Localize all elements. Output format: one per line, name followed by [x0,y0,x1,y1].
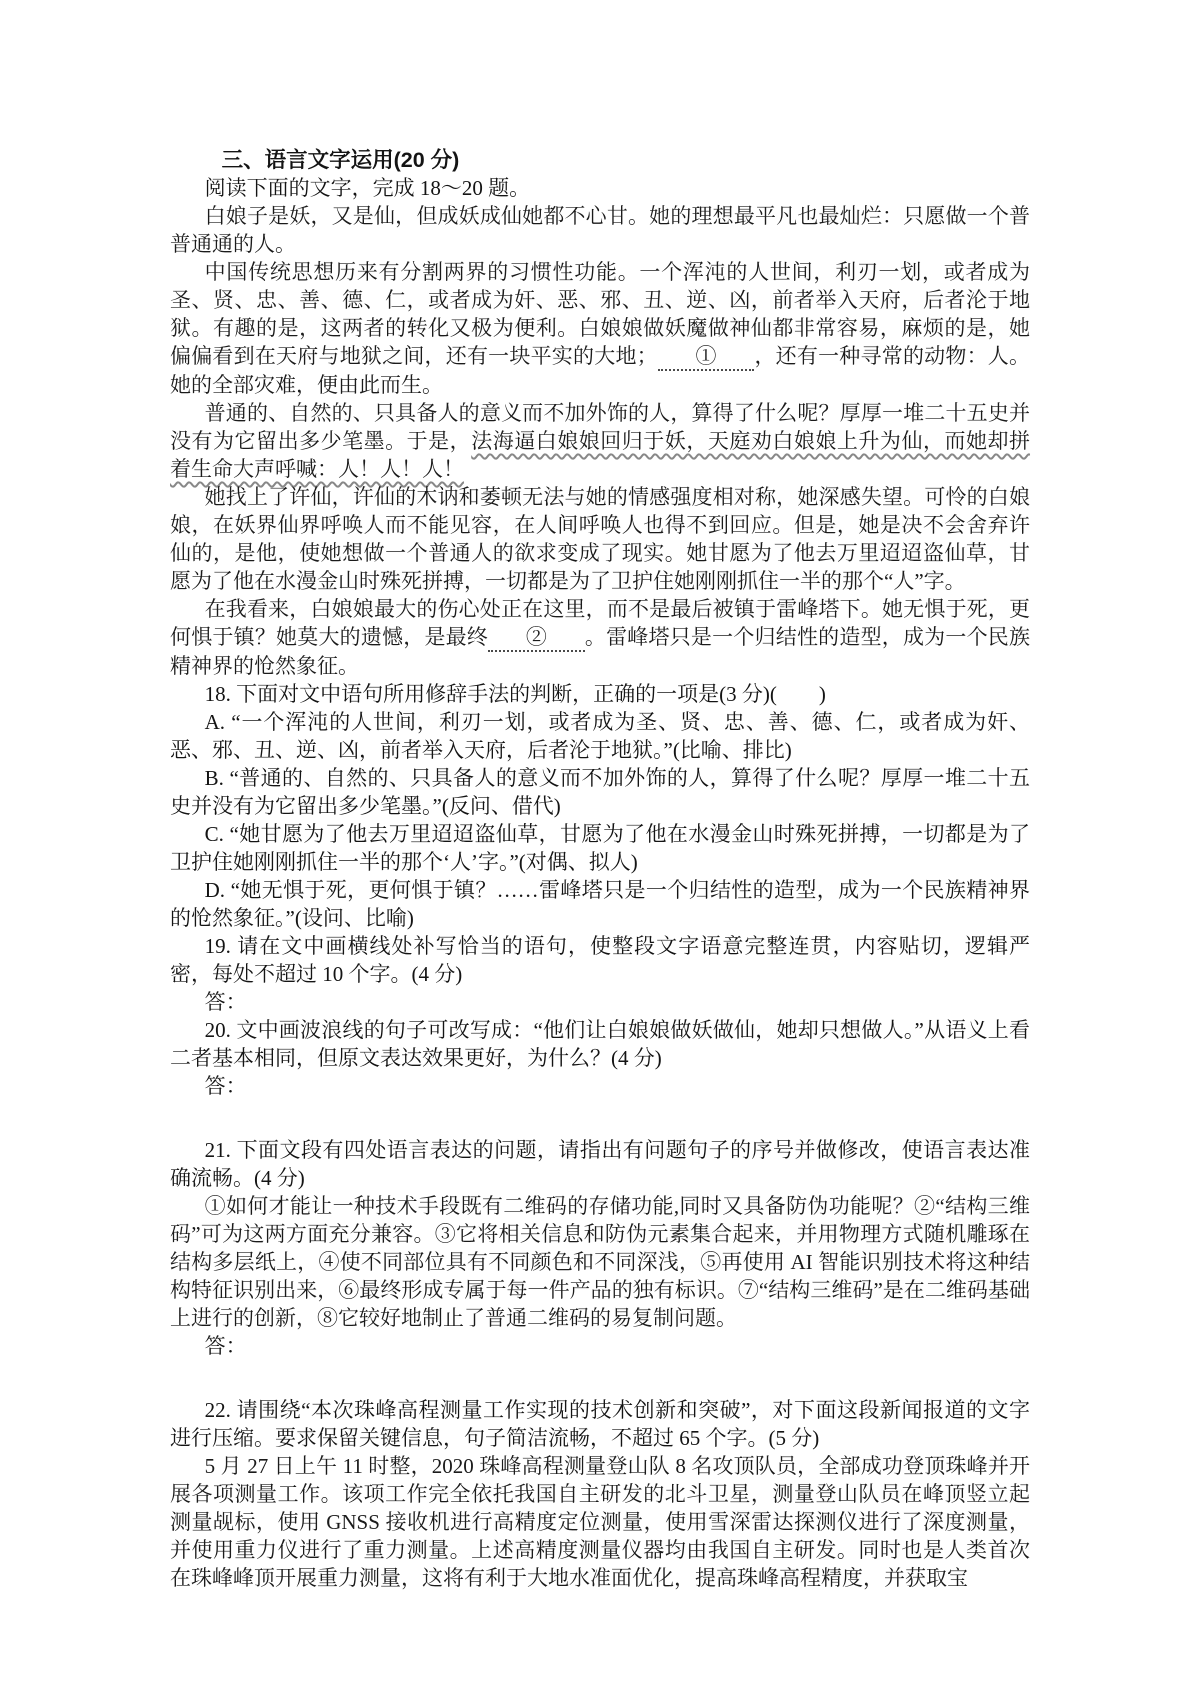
passage-text: 。雷峰塔只是一个归结性的造型，成为一个民族精神界的怆然象征。 [170,625,1031,679]
passage-paragraph-4 [170,483,1030,595]
question-21 [170,1136,1030,1360]
section-heading: 三、语言文字运用(20 分) [221,148,460,172]
passage-text: 白娘子是妖，又是仙，但成妖成仙她都不心甘。她的理想最平凡也最灿烂：只愿做一个普普通通的人。 [170,204,1030,256]
passage-paragraph-1 [170,202,1030,258]
question-22 [170,1396,1030,1592]
passage-paragraph-3 [170,399,1030,483]
reading-instruction: 阅读下面的文字，完成 18～20 题。 [204,176,531,200]
reading-passage [170,202,1030,680]
passage-text: ，还有一种寻常的动物：人。她的全部灾难，便由此而生。 [170,344,1030,398]
question-21-answer-label: 答： [204,1334,247,1359]
question-20 [170,1016,1030,1100]
question-19 [170,932,1030,1016]
passage-text: 普通的、自然的、只具备人的意义而不加外饰的人，算得了什么呢？厚厚一堆二十五史并没有为它留出多少笔墨。于是， [170,401,1030,454]
passage-paragraph-5 [170,595,1030,680]
question-18-stem: 18. 下面对文中语句所用修辞手法的判断，正确的一项是(3 分)( ) [204,682,826,707]
question-19-stem: 19. 请在文中画横线处补写恰当的语句，使整段文字语意完整连贯，内容贴切，逻辑严密，每处不超过 10 个字。(4 分) [170,934,1030,987]
question-20-stem: 20. 文中画波浪线的句子可改写成：“他们让白娘娘做妖做仙，她却只想做人。”从语义上看二者基本相同，但原文表达效果更好，为什么？(4 分) [170,1018,1030,1071]
wavy-underlined-sentence: 法海逼白娘娘回归于妖，天庭劝白娘娘上升为仙，而她却拼着生命大声呼喊：人！人！人！ [170,429,1031,482]
question-21-stem: 21. 下面文段有四处语言表达的问题，请指出有问题句子的序号并做修改，使语言表达准确流畅。(4 分) [170,1138,1030,1191]
question-19-answer-label: 答： [204,990,247,1015]
passage-text: 在我看来，白娘娘最大的伤心处正在这里，而不是最后被镇于雷峰塔下。她无惧于死，更何惧于镇？她莫大的遗憾，是最终 [170,597,1030,650]
question-18-option-d: D. “她无惧于死，更何惧于镇？……雷峰塔只是一个归结性的造型，成为一个民族精神界的怆然象征。”(设问、比喻) [170,878,1030,931]
question-20-answer-label: 答： [204,1074,247,1099]
question-18-option-b: B. “普通的、自然的、只具备人的意义而不加外饰的人，算得了什么呢？厚厚一堆二十五史并没有为它留出多少笔墨。”(反问、借代) [170,766,1030,819]
question-22-passage: 5 月 27 日上午 11 时整，2020 珠峰高程测量登山队 8 名攻顶队员，全部成功登顶珠峰并开展各项测量工作。该项工作完全依托我国自主研发的北斗卫星，测量登山队员在峰顶竖立起测量觇标，使用 GNSS 接收机进行高精度定位测量，使用雪深雷达探测仪进行了深度测量，并使用重力仪进行了重力测量。上述高精度测量仪器均由我国自主研发。同时也是人类首次在珠峰峰顶开展重力测量，这将有利于大地水准面优化，提高珠峰高程精度，并获取宝 [170,1454,1030,1591]
passage-paragraph-2 [170,258,1030,399]
passage-text: 中国传统思想历来有分割两界的习惯性功能。一个浑沌的人世间，利刃一划，或者成为圣、贤、忠、善、德、仁，或者成为奸、恶、邪、丑、逆、凶，前者举入天府，后者沦于地狱。有趣的是，这两者的转化又极为便利。白娘娘做妖魔做神仙都非常容易，麻烦的是，她偏偏看到在天府与地狱之间，还有一块平实的大地； [170,260,1030,368]
question-18 [170,680,1030,932]
passage-text: 她找上了许仙，许仙的木讷和萎顿无法与她的情感强度相对称，她深感失望。可怜的白娘娘，在妖界仙界呼唤人而不能见容，在人间呼唤人也得不到回应。但是，她是决不会舍弃许仙的，是他，使她想做一个普通人的欲求变成了现实。她甘愿为了他去万里迢迢盗仙草，甘愿为了他在水漫金山时殊死拼搏，一切都是为了卫护住她刚刚抓住一半的那个“人”字。 [170,485,1030,594]
answer-blank-2: ② [488,626,585,652]
answer-blank-1: ① [658,345,755,371]
question-22-stem: 22. 请围绕“本次珠峰高程测量工作实现的技术创新和突破”，对下面这段新闻报道的文字进行压缩。要求保留关键信息，句子简洁流畅，不超过 65 个字。(5 分) [170,1398,1030,1451]
question-18-option-a: A. “一个浑沌的人世间，利刃一划，或者成为圣、贤、忠、善、德、仁，或者成为奸、恶、邪、丑、逆、凶，前者举入天府，后者沦于地狱。”(比喻、排比) [170,710,1030,763]
question-21-passage: ①如何才能让一种技术手段既有二维码的存储功能,同时又具备防伪功能呢？②“结构三维码”可为这两方面充分兼容。③它将相关信息和防伪元素集合起来，并用物理方式随机雕琢在结构多层纸上，④使不同部位具有不同颜色和不同深浅，⑤再使用 AI 智能识别技术将这种结构特征识别出来，⑥最终形成专属于每一件产品的独有标识。⑦“结构三维码”是在二维码基础上进行的创新，⑧它较好地制止了普通二维码的易复制问题。 [170,1194,1030,1331]
question-18-option-c: C. “她甘愿为了他去万里迢迢盗仙草，甘愿为了他在水漫金山时殊死拼搏，一切都是为了卫护住她刚刚抓住一半的那个‘人’字。”(对偶、拟人) [170,822,1030,875]
